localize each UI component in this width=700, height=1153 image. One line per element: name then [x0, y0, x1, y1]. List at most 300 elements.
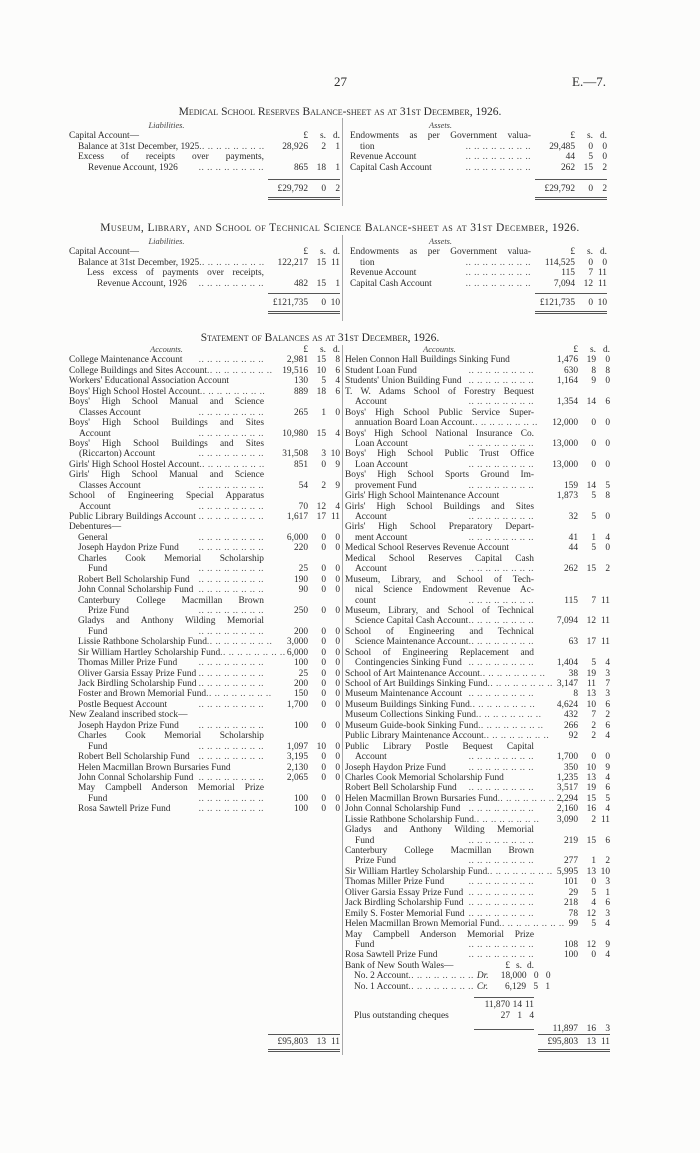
- entry-label: Fund: [88, 564, 108, 575]
- amount-pounds: 6,000: [286, 647, 308, 658]
- sub-amount-shillings: 0: [533, 971, 539, 982]
- amount-pence: 1: [335, 141, 340, 152]
- entry-line: [345, 439, 610, 449]
- entry-text: [69, 606, 264, 616]
- entry-label: Capital Cash Account: [350, 278, 432, 289]
- entry-label: nical Science Endowment Revenue Ac-: [355, 585, 534, 596]
- amount-pounds: 200: [293, 679, 308, 689]
- amount-pence: 11: [600, 814, 610, 825]
- leader-dots: .. .. .. .. .. .. .. ..: [198, 532, 264, 543]
- amount-pounds: 1,617: [286, 512, 308, 522]
- amount-pounds: 100: [293, 793, 308, 804]
- entry-label: Revenue Account, 1926: [97, 278, 187, 289]
- entry-text: [345, 491, 534, 501]
- total-pence: 11: [600, 1037, 610, 1047]
- entry-label: Students' Union Building Fund: [345, 376, 462, 387]
- amount-pence: 6: [605, 898, 610, 909]
- amount-pounds: [268, 783, 308, 793]
- bank-account-text: [345, 981, 551, 992]
- museum-assets-total: [535, 293, 607, 314]
- entry-text: [69, 355, 264, 365]
- column-divider: [342, 235, 343, 321]
- entry-label: Revenue Account: [350, 152, 417, 163]
- unit-header-pounds: £: [303, 345, 308, 355]
- entry-label: Museum, Library, and School of Technical: [345, 605, 534, 616]
- entry-label: Boys' High School Buildings and Sites: [69, 418, 264, 429]
- entry-text: [69, 647, 286, 658]
- amount-shillings: [578, 408, 596, 418]
- entry-label: Gladys and Anthony Wilding Memorial: [345, 825, 534, 836]
- entry-label: Postle Bequest Account: [78, 699, 168, 710]
- entry-line: [345, 512, 610, 522]
- leader-dots: .. .. .. .. .. .. .. ..: [465, 278, 531, 289]
- leader-dots: .. .. .. .. .. .. .. ..: [198, 355, 264, 366]
- debit-credit-marker: Cr.: [476, 981, 489, 992]
- amount-pence: 4: [335, 376, 340, 387]
- amount-pounds: [538, 846, 578, 856]
- leader-dots: .. .. .. .. .. .. .. ..: [469, 699, 536, 710]
- entry-label: Medical School Reserves Capital Cash: [345, 553, 534, 564]
- amount-pence: [596, 930, 610, 940]
- entry-label: Sir William Hartley Scholarship Fund: [345, 866, 488, 877]
- entry-label: Loan Account: [355, 459, 408, 470]
- bank-account-name: No. 2 Account: [354, 971, 409, 982]
- amount-shillings: 5: [321, 376, 326, 387]
- unit-header-pence: d.: [599, 247, 607, 258]
- entry-label: Rosa Sawtell Prize Fund: [345, 950, 438, 961]
- entry-line: [345, 470, 610, 480]
- unit-header-pounds: £: [573, 345, 578, 355]
- amount-pounds: 3,000: [286, 637, 308, 648]
- leader-dots: .. .. .. .. .. .. .. ..: [198, 449, 264, 460]
- amount-pounds: [538, 627, 578, 637]
- entry-label: May Campbell Anderson Memorial Prize: [78, 783, 264, 794]
- entry-text: [345, 689, 534, 699]
- leader-dots: .. .. .. .. .. .. .. ..: [472, 418, 538, 429]
- entry-line: [69, 689, 340, 699]
- cheques-rule: [474, 1024, 534, 1030]
- amount-shillings: 0: [321, 574, 326, 585]
- entry-text: [69, 142, 264, 152]
- leader-dots: .. .. .. .. .. .. .. ..: [468, 950, 534, 961]
- medical-balance-sheet-title: Medical School Reserves Balance-sheet as at 31st December, 1926.: [178, 106, 502, 118]
- column-units-header: [350, 247, 607, 257]
- entry-line: [345, 387, 610, 397]
- entry-line: [69, 763, 340, 773]
- amount-pounds: [538, 502, 578, 512]
- amount-shillings: [575, 237, 593, 247]
- entry-line: [345, 763, 610, 773]
- amount-pounds: 889: [293, 386, 308, 397]
- column-heading-row: [69, 237, 340, 247]
- entry-text: [345, 637, 534, 647]
- amount-pounds: 6,000: [286, 532, 308, 543]
- entry-text: [345, 763, 534, 773]
- amount-shillings: [578, 470, 596, 480]
- entry-line: [345, 710, 610, 720]
- museum-liabilities: [69, 237, 340, 289]
- amount-shillings: 0: [591, 438, 596, 449]
- museum-liabilities-total: [268, 293, 340, 314]
- amount-pounds: 44: [565, 152, 575, 163]
- amount-pence: 9: [605, 762, 610, 773]
- leader-dots: .. .. .. .. .. .. .. ..: [465, 152, 531, 163]
- amount-pounds: 1,476: [556, 355, 578, 366]
- entry-text: [69, 491, 264, 501]
- entry-text: [345, 355, 534, 365]
- amount-shillings: [578, 575, 596, 585]
- total-shillings: 13: [316, 1037, 326, 1047]
- sub-amount-shillings: 1: [517, 1010, 522, 1021]
- entry-label: Revenue Account, 1926: [88, 162, 178, 173]
- amount-shillings: 12: [586, 939, 596, 950]
- entry-line: [345, 773, 610, 783]
- entry-text: [69, 637, 273, 648]
- entry-label: Account: [355, 564, 387, 575]
- amount-pence: 6: [605, 699, 610, 710]
- unit-header-shillings: s.: [320, 247, 326, 258]
- entry-text: [350, 152, 531, 162]
- entry-text: [345, 898, 534, 908]
- total-shillings: 0: [321, 184, 326, 194]
- amount-shillings: 16: [586, 804, 596, 815]
- amount-pounds: 1,873: [556, 491, 578, 502]
- amount-pounds: 7,094: [553, 278, 575, 289]
- entry-label: Loan Account: [355, 438, 408, 449]
- amount-pounds: 3,517: [556, 783, 578, 794]
- entry-line: [69, 637, 340, 647]
- entry-text: [69, 658, 264, 668]
- entry-text: [345, 783, 534, 793]
- amount-pounds: [538, 1000, 578, 1010]
- amount-shillings: 0: [321, 772, 326, 783]
- bank-heading-text: [345, 961, 534, 971]
- amount-pence: 10: [330, 449, 340, 460]
- amount-shillings: [308, 152, 326, 162]
- total-pounds: £121,735: [272, 298, 308, 308]
- leader-dots: .. .. .. .. .. .. .. ..: [468, 804, 534, 815]
- amount-shillings: 12: [586, 616, 596, 627]
- total-pounds: £121,735: [539, 298, 575, 308]
- amount-pounds: [535, 121, 575, 131]
- leader-dots: .. .. .. .. .. .. .. ..: [198, 793, 264, 804]
- column-heading: Liabilities.: [148, 121, 185, 130]
- amount-pounds: [538, 387, 578, 397]
- leader-dots: .. .. .. .. .. .. .. ..: [499, 919, 565, 930]
- amount-pounds: 63: [568, 637, 578, 648]
- amount-pounds: 115: [564, 595, 578, 606]
- amount-shillings: [308, 268, 326, 278]
- entry-text: [345, 825, 534, 835]
- amount-pence: 4: [605, 919, 610, 930]
- entry-line: [69, 418, 340, 428]
- bank-account-name: No. 1 Account: [354, 981, 409, 992]
- amount-pounds: 200: [293, 626, 308, 637]
- leader-dots: .. .. .. .. .. .. .. ..: [465, 257, 531, 268]
- entry-text: [69, 397, 264, 407]
- entry-line: [345, 877, 610, 887]
- amount-pounds: 262: [560, 162, 575, 173]
- statement-of-balances-title: Statement of Balances as at 31st December, 1926.: [200, 332, 440, 344]
- entry-text: [345, 418, 538, 429]
- amount-shillings: 0: [321, 793, 326, 804]
- entry-text: [345, 866, 553, 877]
- entry-label: Helen Connon Hall Buildings Sinking Fund: [345, 355, 510, 366]
- entry-text: [69, 470, 264, 480]
- amount-shillings: [578, 982, 596, 992]
- amount-pence: 4: [605, 804, 610, 815]
- entry-label: Account: [355, 512, 387, 522]
- entry-line: [345, 679, 610, 689]
- leader-dots: .. .. .. .. .. .. .. ..: [198, 585, 264, 596]
- entry-line: [345, 408, 610, 418]
- amount-shillings: [578, 449, 596, 459]
- amount-pounds: [538, 648, 578, 658]
- column-heading: Accounts.: [423, 345, 456, 354]
- leader-dots: .. .. .. .. .. .. .. ..: [198, 772, 264, 783]
- amount-pounds: [538, 971, 578, 981]
- total-pounds: £95,803: [277, 1037, 308, 1047]
- entry-label: Boys' High School Public Trust Office: [345, 449, 534, 460]
- amount-shillings: [308, 731, 326, 741]
- entry-label: Oliver Garsia Essay Prize Fund: [345, 887, 464, 898]
- amount-shillings: 7: [591, 710, 596, 721]
- entry-label: Rosa Sawtell Prize Fund: [78, 804, 171, 815]
- entry-label: Joseph Haydon Prize Fund: [78, 720, 179, 731]
- entry-text: [69, 731, 264, 741]
- amount-pence: 0: [602, 152, 607, 163]
- amount-pounds: [268, 596, 308, 606]
- entry-text: [350, 268, 531, 278]
- leader-dots: .. .. .. .. .. .. .. ..: [198, 278, 264, 289]
- outstanding-cheques-label: Plus outstanding cheques: [354, 1010, 449, 1021]
- leader-dots: .. .. .. .. .. .. .. ..: [468, 365, 534, 376]
- entry-label: Prize Fund: [88, 605, 129, 616]
- amount-shillings: 11: [586, 679, 596, 689]
- amount-shillings: [308, 710, 326, 720]
- entry-line: [69, 258, 340, 268]
- unit-header-shillings: s.: [320, 345, 326, 355]
- amount-shillings: 0: [588, 257, 593, 268]
- entry-text: [345, 856, 534, 866]
- amount-pounds: 1,700: [556, 752, 578, 763]
- entry-text: [345, 658, 534, 668]
- entry-line: [345, 930, 610, 940]
- amount-pence: 2: [602, 162, 607, 173]
- amount-pounds: 2,065: [286, 772, 308, 783]
- outstanding-cheques-row: [345, 1011, 610, 1021]
- amount-pounds: 1,097: [286, 741, 308, 752]
- amount-pence: 0: [335, 720, 340, 731]
- entry-label: Robert Bell Scholarship Fund: [78, 574, 190, 585]
- sub-amount-pence: 0: [545, 971, 551, 982]
- amount-pence: 0: [335, 647, 340, 658]
- entry-text: [69, 763, 264, 773]
- amount-shillings: 2: [591, 814, 596, 825]
- amount-pounds: [538, 470, 578, 480]
- amount-shillings: 14: [586, 480, 596, 491]
- entry-text: [69, 268, 264, 278]
- sub-amount-pounds: 27: [500, 1010, 510, 1021]
- amount-shillings: [308, 616, 326, 626]
- amount-pounds: [538, 1011, 578, 1021]
- leader-dots: .. .. .. .. .. .. .. ..: [468, 939, 534, 950]
- amount-pence: [326, 783, 340, 793]
- heading-cell: [350, 237, 531, 247]
- leader-dots: .. .. .. .. .. .. .. ..: [478, 720, 544, 731]
- entry-line: [345, 397, 610, 407]
- amount-pence: [596, 502, 610, 512]
- total-shillings: 0: [321, 298, 326, 308]
- amount-shillings: 17: [316, 512, 326, 522]
- amount-shillings: 15: [316, 278, 326, 289]
- amount-pounds: 19,516: [282, 365, 308, 376]
- amount-pounds: 12,000: [552, 418, 578, 429]
- heading-cell: [350, 121, 531, 131]
- outstanding-cheques-text: [345, 1011, 534, 1021]
- entry-label: T. W. Adams School of Forestry Bequest: [345, 386, 534, 397]
- heading-cell: [345, 345, 534, 355]
- entry-text: [345, 387, 534, 397]
- amount-pence: [596, 627, 610, 637]
- entry-text: [69, 752, 264, 762]
- entry-text: [345, 397, 534, 407]
- amount-pence: [596, 971, 610, 981]
- total-pence: 11: [330, 1037, 340, 1047]
- entry-line: [69, 669, 340, 679]
- entry-label: Girls' High School Hostel Account: [69, 459, 200, 470]
- entry-label: Helen Macmillan Brown Bursaries Fund: [78, 762, 231, 773]
- amount-shillings: 0: [321, 699, 326, 710]
- amount-shillings: 7: [591, 595, 596, 606]
- amount-pence: [326, 237, 340, 247]
- entry-label: John Connal Scholarship Fund: [78, 772, 194, 783]
- leader-dots: .. .. .. .. .. .. .. ..: [468, 898, 534, 909]
- amount-shillings: [308, 418, 326, 428]
- amount-shillings: [308, 596, 326, 606]
- entry-line: [345, 909, 610, 919]
- amount-pounds: 265: [293, 407, 308, 418]
- amount-shillings: 5: [591, 543, 596, 554]
- leader-dots: .. .. .. .. .. .. .. ..: [468, 376, 534, 387]
- entry-line: [69, 564, 340, 574]
- entry-label: Lissie Rathbone Scholarship Fund: [78, 637, 207, 648]
- amount-pence: 0: [605, 438, 610, 449]
- amount-pence: [326, 616, 340, 626]
- entry-line: [69, 627, 340, 637]
- amount-shillings: 10: [586, 762, 596, 773]
- leader-dots: .. .. .. .. .. .. .. ..: [468, 459, 534, 470]
- amount-pounds: 350: [563, 762, 578, 773]
- column-divider: [342, 118, 343, 206]
- leader-dots: .. .. .. .. .. .. .. ..: [479, 668, 546, 679]
- amount-pounds: [538, 982, 578, 992]
- entry-label: Account: [79, 501, 111, 512]
- amount-pounds: [268, 439, 308, 449]
- entry-text: [345, 679, 553, 689]
- amount-pence: [326, 710, 340, 720]
- amount-shillings: [578, 1000, 596, 1010]
- amount-pence: 0: [335, 668, 340, 679]
- entry-text: [345, 648, 534, 658]
- entry-text: [350, 142, 531, 152]
- amount-pounds: 4,624: [556, 699, 578, 710]
- entry-line: [69, 794, 340, 804]
- column-units-header: [69, 131, 340, 141]
- amount-pounds: 32: [568, 512, 578, 522]
- column-heading-row: [345, 345, 610, 355]
- entry-line: [345, 669, 610, 679]
- entry-line: [69, 606, 340, 616]
- amount-shillings: 15: [586, 793, 596, 804]
- leader-dots: .. .. .. .. .. .. .. ..: [487, 679, 553, 689]
- amount-shillings: 5: [591, 491, 596, 502]
- entry-label: Helen Macmillan Brown Bursaries Fund: [345, 793, 498, 804]
- entry-line: [345, 689, 610, 699]
- entry-label: Account: [355, 752, 387, 763]
- amount-shillings: [578, 648, 596, 658]
- entry-line: [350, 142, 607, 152]
- entry-text: [345, 460, 534, 470]
- leader-dots: .. .. .. .. .. .. .. ..: [468, 637, 534, 648]
- entry-line: [350, 268, 607, 278]
- amount-shillings: 0: [321, 720, 326, 731]
- amount-pounds: 150: [293, 689, 308, 700]
- entry-text: [69, 804, 264, 814]
- amount-pence: 0: [335, 762, 340, 773]
- entry-label: Museum Buildings Sinking Fund: [345, 699, 470, 710]
- amount-pounds: [268, 522, 308, 532]
- leader-dots: .. .. .. .. .. .. .. ..: [198, 679, 264, 689]
- amount-pounds: 220: [293, 543, 308, 554]
- entry-text: [69, 627, 264, 637]
- document-reference: E.—7.: [572, 74, 606, 89]
- amount-pounds: [268, 491, 308, 501]
- entry-label: Medical School Reserves Revenue Account: [345, 543, 510, 554]
- leader-dots: .. .. .. .. .. .. .. ..: [198, 752, 264, 763]
- leader-dots: .. .. .. .. .. .. .. ..: [468, 616, 534, 627]
- unit-header-pence: d.: [332, 345, 340, 355]
- entry-line: [345, 596, 610, 606]
- entry-text: [69, 773, 264, 783]
- entry-line: [345, 940, 610, 950]
- statement-right-column: [345, 345, 610, 1034]
- amount-pence: 3: [605, 908, 610, 919]
- leader-dots: .. .. .. .. .. .. .. ..: [198, 720, 264, 731]
- amount-pounds: 2,160: [556, 804, 578, 815]
- leader-dots: .. .. .. .. .. .. .. ..: [483, 731, 550, 742]
- entry-line: [69, 533, 340, 543]
- entry-label: School of Engineering Special Apparatus: [69, 491, 264, 502]
- amount-pounds: 266: [563, 720, 578, 731]
- amount-shillings: 1: [591, 532, 596, 543]
- amount-shillings: [575, 121, 593, 131]
- amount-pence: 0: [335, 564, 340, 575]
- total-pence: 10: [330, 298, 340, 308]
- amount-pounds: [268, 731, 308, 741]
- unit-header-pence: d.: [526, 960, 534, 971]
- amount-shillings: 14: [586, 397, 596, 408]
- amount-pounds: 54: [298, 480, 308, 491]
- entry-text: [345, 773, 534, 783]
- entry-text: [345, 439, 534, 449]
- entry-text: [69, 783, 264, 793]
- entry-label: Robert Bell Scholarship Fund: [345, 783, 457, 794]
- amount-shillings: [578, 429, 596, 439]
- total-pounds: £95,803: [547, 1037, 578, 1047]
- leader-dots: .. .. .. .. .. .. .. ..: [468, 689, 534, 700]
- entry-line: [69, 721, 340, 731]
